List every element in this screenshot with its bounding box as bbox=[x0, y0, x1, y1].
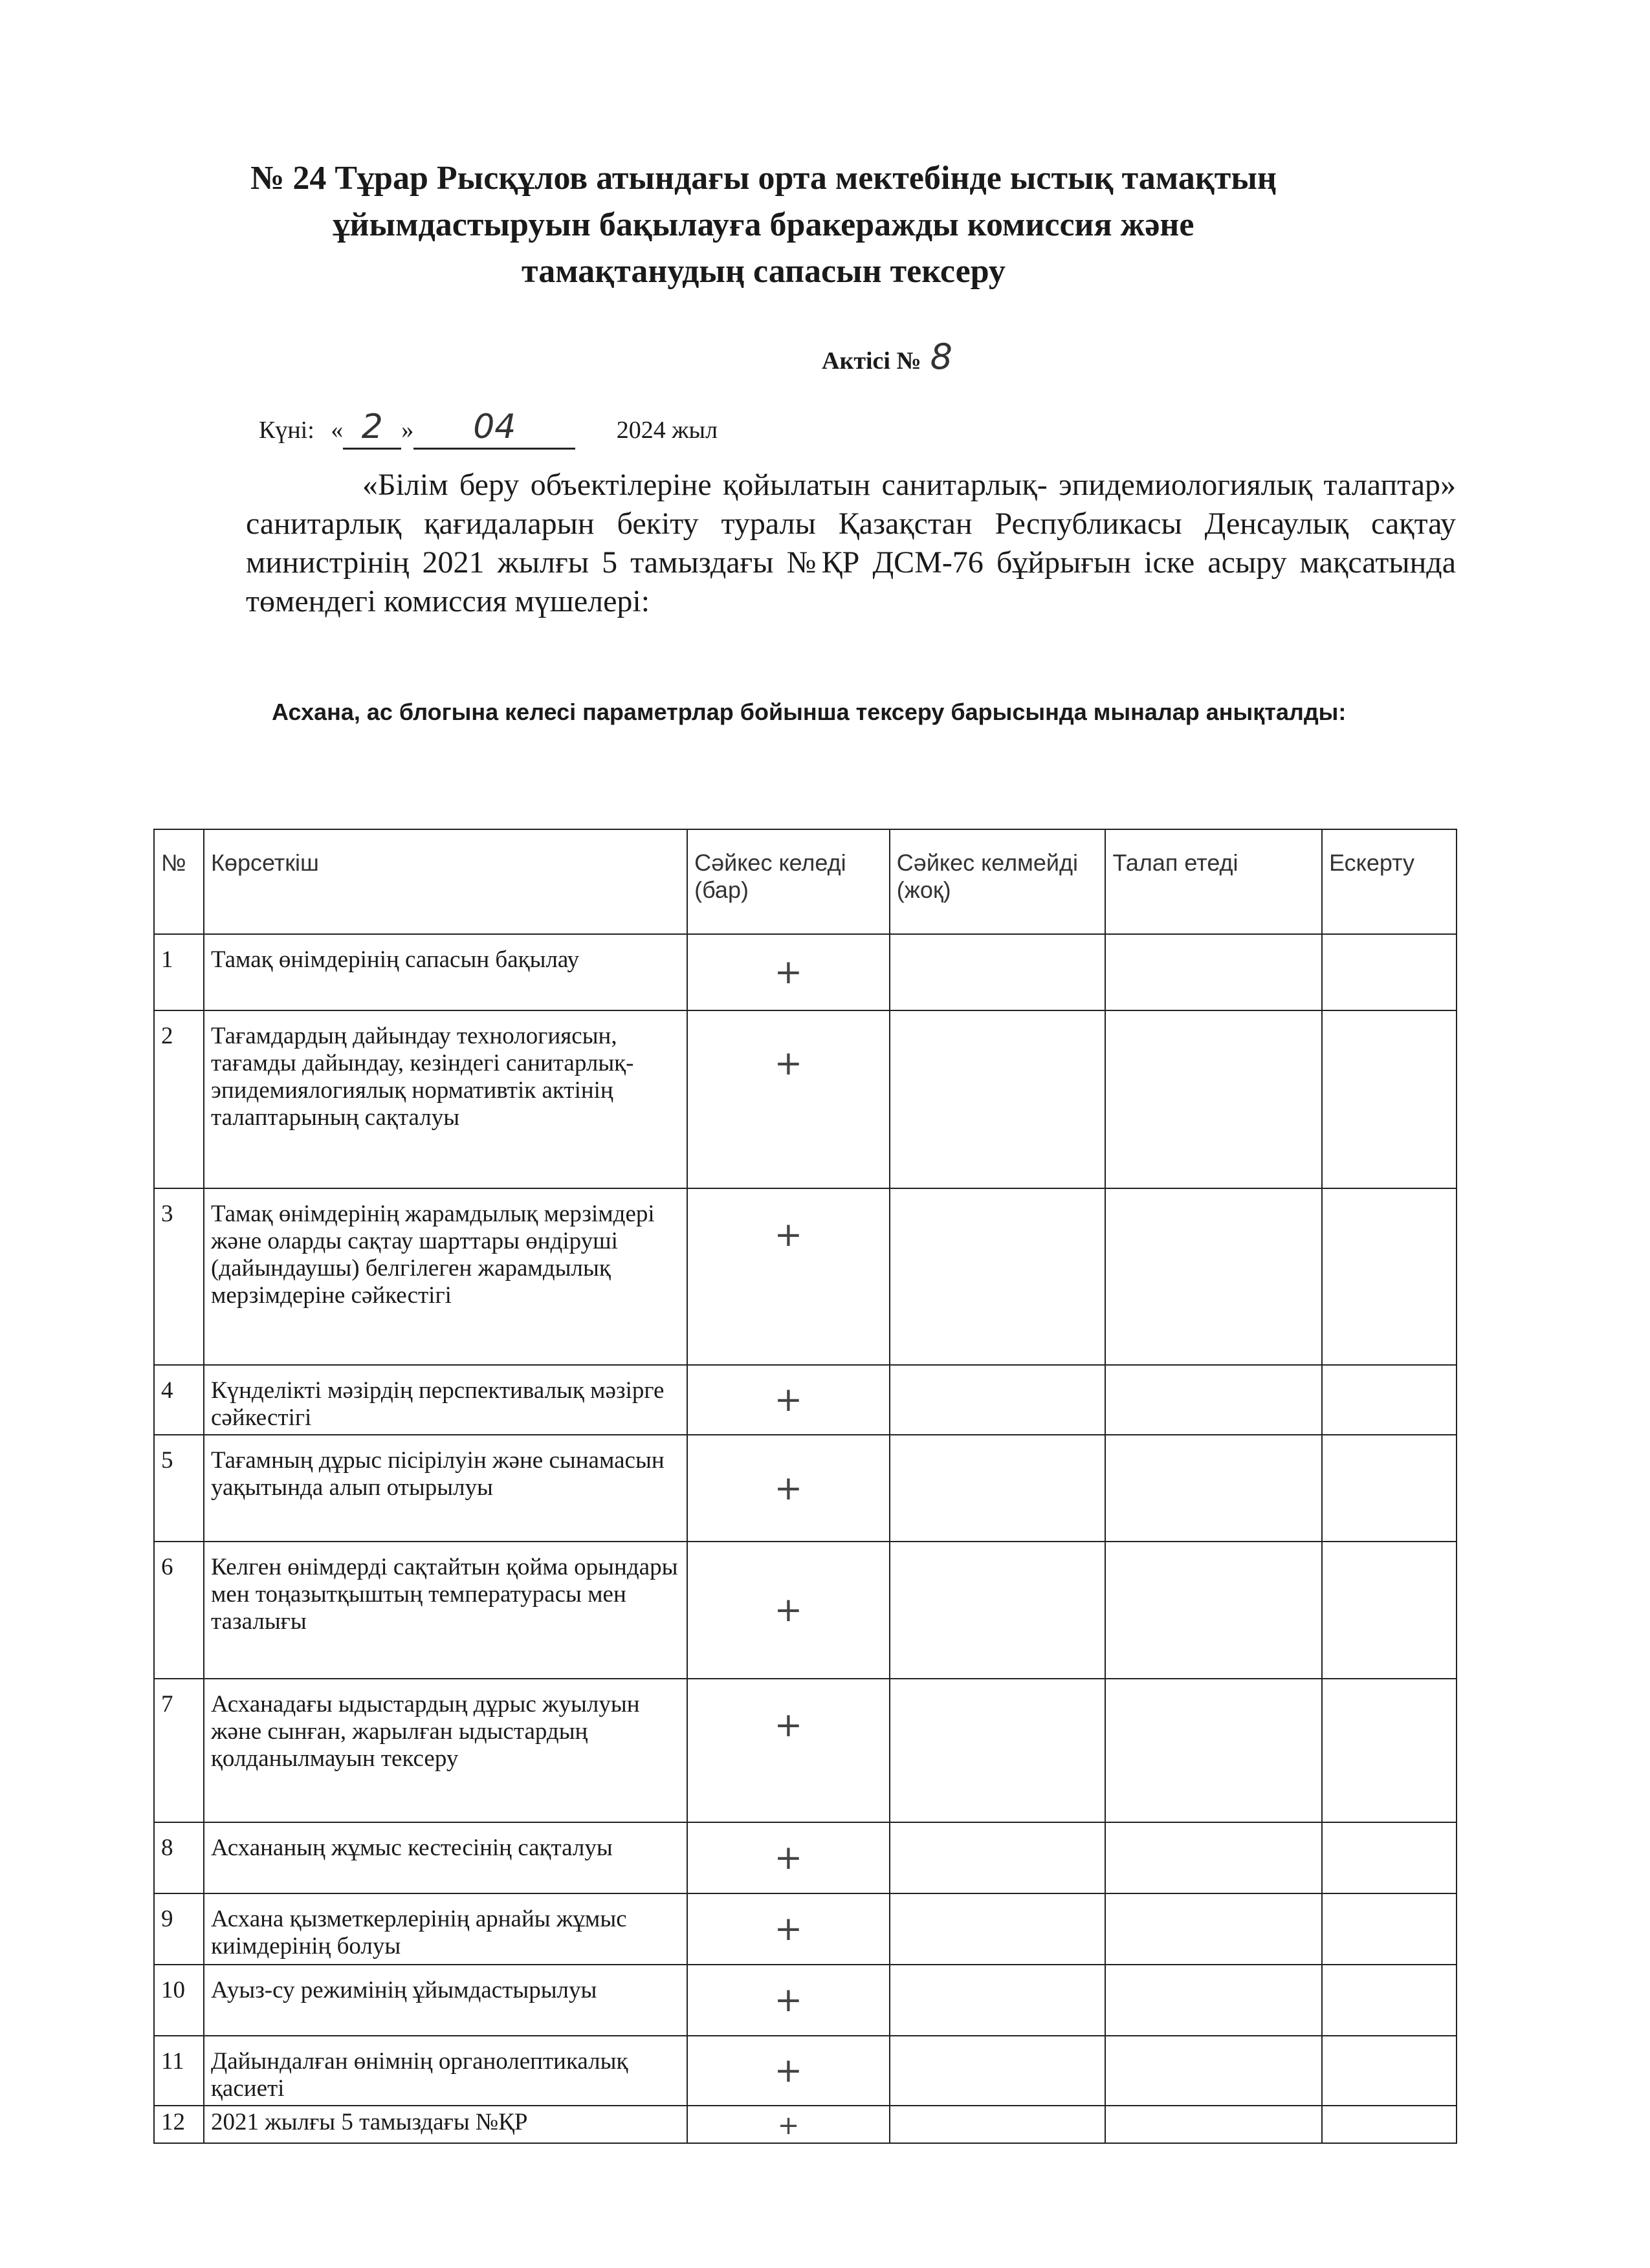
table-row bbox=[154, 1965, 1457, 2036]
row-compliant-mark: + bbox=[687, 1965, 890, 2036]
table-row bbox=[154, 1010, 1457, 1188]
row-noncompliant bbox=[890, 1010, 1106, 1188]
header-num: № bbox=[154, 829, 204, 934]
row-num: 12 bbox=[154, 2106, 204, 2143]
date-day: 2 bbox=[361, 408, 383, 446]
header-noncompliant: Сәйкес келмейді (жоқ) bbox=[890, 829, 1106, 934]
header-note: Ескерту bbox=[1322, 829, 1457, 934]
row-note bbox=[1322, 1679, 1457, 1822]
row-num: 9 bbox=[154, 1893, 204, 1965]
row-indicator: Дайындалған өнімнің органолептикалық қасиеті bbox=[204, 2036, 687, 2106]
row-indicator: Тамақ өнімдерінің жарамдылық мерзімдері және оларды сақтау шарттары өндіруші (дайындаушы) белгілеген жарамдылық мерзімдеріне сәйкестігі bbox=[204, 1188, 687, 1365]
row-compliant-mark: + bbox=[687, 2036, 890, 2106]
inspection-table bbox=[153, 829, 1457, 2144]
row-indicator: Ауыз-су режимінің ұйымдастырылуы bbox=[204, 1965, 687, 2036]
date-line bbox=[259, 408, 718, 450]
row-noncompliant bbox=[890, 1965, 1106, 2036]
act-number-line bbox=[822, 336, 952, 377]
row-required bbox=[1105, 2036, 1322, 2106]
row-noncompliant bbox=[890, 1542, 1106, 1679]
row-noncompliant bbox=[890, 1365, 1106, 1435]
table-row bbox=[154, 1542, 1457, 1679]
row-compliant-mark: + bbox=[687, 2106, 890, 2143]
row-noncompliant bbox=[890, 1893, 1106, 1965]
row-noncompliant bbox=[890, 2036, 1106, 2106]
row-indicator: Күнделікті мәзірдің перспективалық мәзірге сәйкестігі bbox=[204, 1365, 687, 1435]
row-compliant-mark: + bbox=[687, 1365, 890, 1435]
table-row bbox=[154, 1435, 1457, 1542]
row-indicator: Асхана қызметкерлерінің арнайы жұмыс киімдерінің болуы bbox=[204, 1893, 687, 1965]
row-note bbox=[1322, 1365, 1457, 1435]
table-row bbox=[154, 2106, 1457, 2143]
row-note bbox=[1322, 1893, 1457, 1965]
row-compliant-mark: + bbox=[687, 1542, 890, 1679]
date-day-field bbox=[343, 408, 401, 450]
row-required bbox=[1105, 1435, 1322, 1542]
act-number: 8 bbox=[930, 336, 953, 377]
row-note bbox=[1322, 934, 1457, 1010]
table-row bbox=[154, 1188, 1457, 1365]
row-required bbox=[1105, 1679, 1322, 1822]
row-indicator: 2021 жылғы 5 тамыздағы №ҚР bbox=[204, 2106, 687, 2143]
row-note bbox=[1322, 1188, 1457, 1365]
act-label: Актісі № bbox=[822, 347, 921, 375]
row-note bbox=[1322, 2036, 1457, 2106]
table-row bbox=[154, 1679, 1457, 1822]
row-required bbox=[1105, 1188, 1322, 1365]
date-close-quote: » bbox=[401, 417, 414, 444]
row-compliant-mark: + bbox=[687, 934, 890, 1010]
row-num: 2 bbox=[154, 1010, 204, 1188]
row-num: 7 bbox=[154, 1679, 204, 1822]
row-note bbox=[1322, 1965, 1457, 2036]
intro-paragraph bbox=[246, 466, 1456, 621]
header-required: Талап етеді bbox=[1105, 829, 1322, 934]
row-indicator: Келген өнімдерді сақтайтын қойма орындары мен тоңазытқыштың температурасы мен тазалығы bbox=[204, 1542, 687, 1679]
date-open-quote: « bbox=[331, 417, 344, 444]
row-required bbox=[1105, 1893, 1322, 1965]
row-indicator: Тағамдардың дайындау технологиясын, тағамды дайындау, кезіндегі санитарлық-эпидемиялогиялық нормативтік актінің талаптарының сақталуы bbox=[204, 1010, 687, 1188]
row-required bbox=[1105, 934, 1322, 1010]
row-note bbox=[1322, 1435, 1457, 1542]
row-note bbox=[1322, 1542, 1457, 1679]
row-num: 11 bbox=[154, 2036, 204, 2106]
row-num: 1 bbox=[154, 934, 204, 1010]
row-compliant-mark: + bbox=[687, 1893, 890, 1965]
findings-heading: Асхана, ас блогына келесі параметрлар бойынша тексеру барысында мыналар анықталды: bbox=[272, 699, 1347, 725]
row-noncompliant bbox=[890, 934, 1106, 1010]
row-indicator: Тағамның дұрыс пісірілуін және сынамасын уақытында алып отырылуы bbox=[204, 1435, 687, 1542]
row-compliant-mark: + bbox=[687, 1010, 890, 1188]
title-line-3: тамақтанудың сапасын тексеру bbox=[522, 253, 1006, 290]
row-required bbox=[1105, 1822, 1322, 1893]
row-num: 5 bbox=[154, 1435, 204, 1542]
row-required bbox=[1105, 2106, 1322, 2143]
row-compliant-mark: + bbox=[687, 1435, 890, 1542]
row-required bbox=[1105, 1542, 1322, 1679]
row-required bbox=[1105, 1965, 1322, 2036]
table-header-row bbox=[154, 829, 1457, 934]
table-row bbox=[154, 2036, 1457, 2106]
row-num: 6 bbox=[154, 1542, 204, 1679]
row-compliant-mark: + bbox=[687, 1679, 890, 1822]
row-num: 4 bbox=[154, 1365, 204, 1435]
header-compliant: Сәйкес келеді (бар) bbox=[687, 829, 890, 934]
row-noncompliant bbox=[890, 1679, 1106, 1822]
row-num: 3 bbox=[154, 1188, 204, 1365]
row-num: 8 bbox=[154, 1822, 204, 1893]
row-num: 10 bbox=[154, 1965, 204, 2036]
table-row bbox=[154, 1822, 1457, 1893]
row-note bbox=[1322, 1822, 1457, 1893]
date-month: 04 bbox=[473, 408, 516, 446]
row-indicator: Тамақ өнімдерінің сапасын бақылау bbox=[204, 934, 687, 1010]
row-noncompliant bbox=[890, 2106, 1106, 2143]
title-line-1: № 24 Тұрар Рысқұлов атындағы орта мектебінде ыстық тамақтың bbox=[250, 160, 1277, 197]
row-required bbox=[1105, 1365, 1322, 1435]
row-noncompliant bbox=[890, 1188, 1106, 1365]
title-line-2: ұйымдастыруын бақылауға бракеражды комиссия және bbox=[333, 206, 1194, 243]
date-month-field bbox=[413, 408, 575, 450]
intro-text: «Білім беру объектілеріне қойылатын санитарлық- эпидемиологиялық талаптар» санитарлық қағидаларын бекіту туралы Қазақстан Республикасы Денсаулық сақтау министрінің 2021 жылғы 5 тамыздағы №ҚР ДСМ-76 бұйрығын іске асыру мақсатында төмендегі комиссия мүшелері: bbox=[246, 468, 1456, 618]
row-compliant-mark: + bbox=[687, 1822, 890, 1893]
row-indicator: Асхананың жұмыс кестесінің сақталуы bbox=[204, 1822, 687, 1893]
row-note bbox=[1322, 2106, 1457, 2143]
date-year: 2024 жыл bbox=[616, 417, 718, 444]
table-row bbox=[154, 1365, 1457, 1435]
row-compliant-mark: + bbox=[687, 1188, 890, 1365]
row-note bbox=[1322, 1010, 1457, 1188]
row-required bbox=[1105, 1010, 1322, 1188]
row-noncompliant bbox=[890, 1822, 1106, 1893]
document-title bbox=[246, 155, 1281, 295]
header-indicator: Көрсеткіш bbox=[204, 829, 687, 934]
table-row bbox=[154, 934, 1457, 1010]
row-indicator: Асханадағы ыдыстардың дұрыс жуылуын және сынған, жарылған ыдыстардың қолданылмауын тексеру bbox=[204, 1679, 687, 1822]
row-noncompliant bbox=[890, 1435, 1106, 1542]
table-row bbox=[154, 1893, 1457, 1965]
date-label: Күні: bbox=[259, 417, 314, 444]
